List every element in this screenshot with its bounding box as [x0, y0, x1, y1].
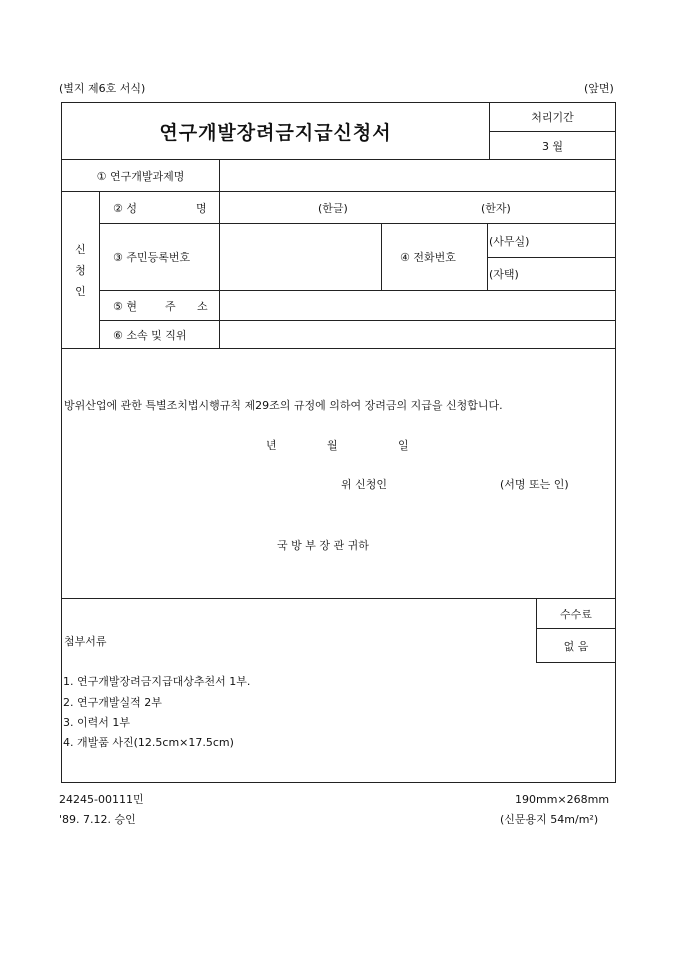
attachment-item: 1. 연구개발장려금지급대상추천서 1부. [63, 675, 251, 688]
signature-field[interactable]: (서명 또는 인) [500, 478, 569, 491]
name-label-suffix: 명 [196, 201, 207, 215]
phone-office-field[interactable]: (사무실) [489, 234, 530, 248]
affiliation-label: ⑥ 소속 및 직위 [113, 328, 187, 342]
resident-number-label: ③ 주민등록번호 [113, 251, 191, 264]
affiliation-field[interactable] [220, 321, 615, 348]
form-code: 24245-00111민 [59, 793, 144, 806]
processing-period-label: 처리기간 [531, 111, 574, 124]
phone-label: ④ 전화번호 [400, 251, 456, 264]
name-label: ② 성 [113, 201, 137, 215]
address-field[interactable] [220, 291, 615, 320]
processing-period-value: 3 월 [541, 139, 564, 153]
applicant-line: 위 신청인 [341, 478, 388, 491]
address-label-end: 소 [197, 299, 208, 313]
form-number: (별지 제6호 서식) [59, 82, 146, 95]
paper-type: (신문용지 54m/m²) [500, 813, 599, 826]
fee-value: 없 음 [563, 639, 589, 653]
date-year: 년 [266, 439, 277, 452]
attachments-heading: 첨부서류 [64, 635, 107, 648]
applicant-label: 신 청 인 [75, 242, 86, 298]
date-month: 월 [327, 439, 338, 452]
recipient: 국 방 부 장 관 귀하 [277, 539, 369, 552]
application-statement: 방위산업에 관한 특별조치법시행규칙 제29조의 규정에 의하여 장려금의 지급을 신청합니다. [64, 399, 503, 412]
fee-label: 수수료 [560, 607, 592, 621]
phone-home-field[interactable]: (자택) [489, 268, 519, 281]
attachment-item: 3. 이력서 1부 [63, 716, 130, 729]
project-name-label: ① 연구개발과제명 [96, 169, 185, 183]
address-label-mid: 주 [165, 299, 176, 313]
form-title: 연구개발장려금지급신청서 [159, 121, 392, 144]
project-name-field[interactable] [220, 160, 615, 191]
approval-date: '89. 7.12. 승인 [59, 813, 136, 826]
page-side-label: (앞면) [584, 82, 614, 95]
name-hanja-field[interactable]: (한자) [481, 201, 511, 215]
address-label: ⑤ 현 [113, 299, 137, 313]
resident-number-field[interactable] [220, 224, 381, 290]
attachment-item: 2. 연구개발실적 2부 [63, 696, 162, 709]
attachment-item: 4. 개발품 사진(12.5cm×17.5cm) [63, 736, 234, 749]
name-korean-field[interactable]: (한글) [318, 201, 348, 215]
paper-size: 190mm×268mm [515, 792, 610, 806]
date-day: 일 [398, 439, 409, 452]
